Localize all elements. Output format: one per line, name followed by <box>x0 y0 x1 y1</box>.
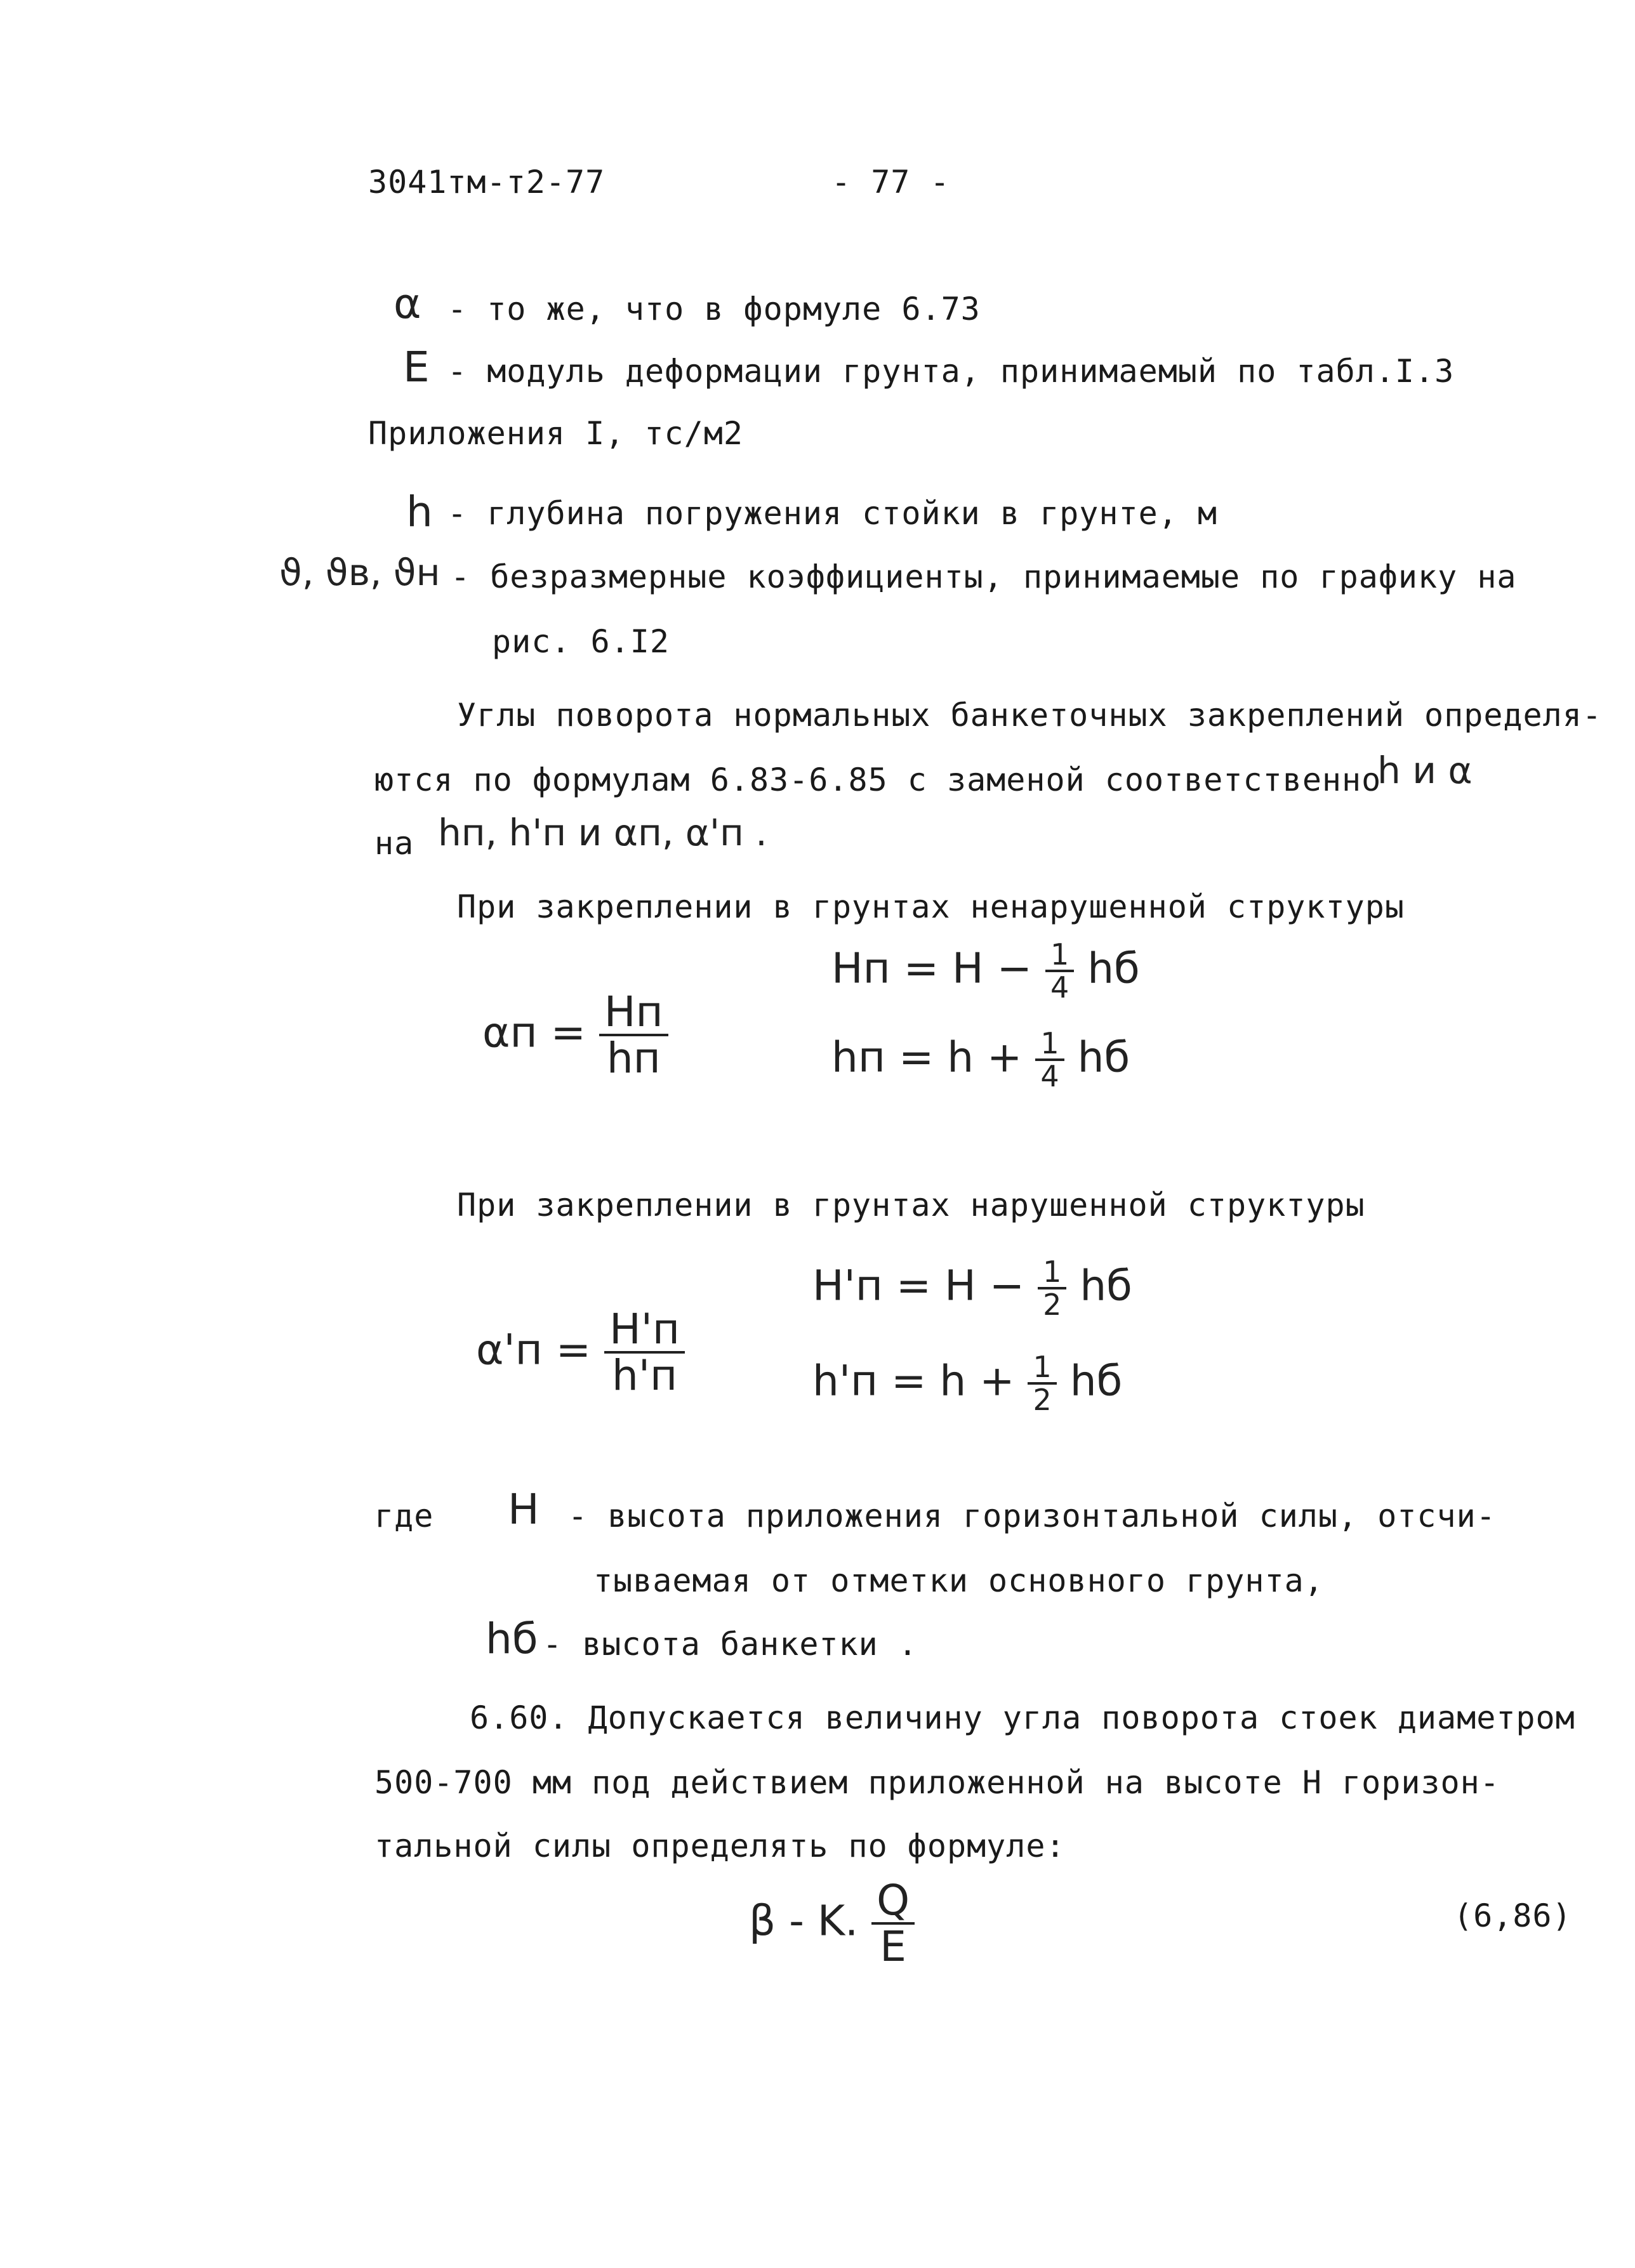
para2-line1: 6.60. Допускается величину угла поворота стоек диаметром <box>470 1699 1575 1736</box>
where-H-symbol: H <box>508 1485 539 1534</box>
formula-num: Q <box>871 1878 915 1925</box>
case2-title: При закреплении в грунтах нарушенной структуры <box>457 1187 1365 1223</box>
formula-number: (6,86) <box>1453 1897 1572 1934</box>
case1-h-den: 4 <box>1040 1059 1059 1094</box>
para1-line3-prefix: на <box>374 825 414 862</box>
case2-alpha-num: H'п <box>604 1307 685 1354</box>
def-symbol-theta: ϑ, ϑв, ϑн <box>279 551 440 594</box>
case1-alpha-den: hп <box>606 1034 661 1083</box>
case2-h-fraction <box>1028 1352 1056 1416</box>
page-number: - 77 - <box>831 164 950 201</box>
case2-H-den: 2 <box>1043 1288 1062 1322</box>
where-hb-text: - высота банкетки . <box>543 1626 918 1663</box>
case2-alpha-equation <box>476 1305 685 1401</box>
case2-alpha-lhs: α'п = <box>476 1325 592 1375</box>
def-text-alpha: - то же, что в формуле 6.73 <box>447 291 981 327</box>
doc-code: 3041тм-т2-77 <box>368 164 606 201</box>
case1-alpha-num: Hп <box>599 990 668 1036</box>
case2-H-equation <box>812 1256 1132 1321</box>
case2-H-tail: hб <box>1080 1261 1132 1310</box>
case1-h-tail: hб <box>1077 1032 1130 1082</box>
case2-alpha-den: h'п <box>611 1351 678 1401</box>
para1-line1: Углы поворота нормальных банкеточных закреплений определя- <box>457 697 1602 734</box>
case2-h-num: 1 <box>1028 1352 1056 1385</box>
case1-alpha-fraction <box>599 987 668 1083</box>
case1-H-lhs: Hп = H − <box>831 944 1032 993</box>
def-text-figure: рис. 6.I2 <box>492 623 670 660</box>
where-H-line2: тываемая от отметки основного грунта, <box>593 1562 1324 1599</box>
para2-line2: 500-700 мм под действием приложенной на высоте H горизон- <box>374 1764 1500 1801</box>
def-text-theta: - безразмерные коэффициенты, принимаемые по графику на <box>451 558 1517 595</box>
case2-H-num: 1 <box>1038 1256 1066 1289</box>
para1-line2-vars: h и α <box>1377 749 1473 792</box>
def-text-appendix: Приложения I, тс/м2 <box>368 415 743 452</box>
case1-alpha-equation <box>482 987 668 1083</box>
para2-line3: тальной силы определять по формуле: <box>374 1828 1066 1864</box>
formula-lhs: β - K. <box>749 1896 859 1946</box>
case1-title: При закреплении в грунтах ненарушенной структуры <box>457 888 1405 925</box>
formula-6-86 <box>749 1876 915 1972</box>
def-symbol-e: E <box>403 343 430 392</box>
case1-H-equation <box>831 939 1140 1003</box>
case1-h-fraction <box>1035 1028 1064 1092</box>
def-symbol-alpha: α <box>394 279 421 328</box>
formula-den: E <box>880 1922 906 1972</box>
def-text-h: - глубина погружения стойки в грунте, м <box>447 495 1217 532</box>
where-H-line1: - высота приложения горизонтальной силы, отсчи- <box>568 1498 1496 1534</box>
def-symbol-h: h <box>406 487 433 536</box>
case1-H-num: 1 <box>1045 939 1074 972</box>
formula-fraction <box>871 1876 915 1972</box>
case1-H-fraction <box>1045 939 1074 1003</box>
case1-h-equation <box>831 1028 1130 1092</box>
case2-H-lhs: H'п = H − <box>812 1261 1025 1310</box>
where-label: где <box>374 1498 434 1534</box>
case2-H-fraction <box>1038 1256 1066 1321</box>
case1-h-num: 1 <box>1035 1028 1064 1061</box>
where-hb-symbol: hб <box>486 1614 538 1663</box>
def-text-e: - модуль деформации грунта, принимаемый по табл.I.3 <box>447 353 1455 390</box>
para1-line3-vars: hп, h'п и αп, α'п . <box>438 811 767 854</box>
para1-line2: ются по формулам 6.83-6.85 с заменой соответственно <box>374 761 1382 798</box>
case2-h-equation <box>812 1352 1122 1416</box>
case2-h-tail: hб <box>1069 1356 1123 1406</box>
case2-h-den: 2 <box>1033 1383 1052 1418</box>
case2-h-lhs: h'п = h + <box>812 1356 1015 1406</box>
case1-alpha-lhs: αп = <box>482 1008 586 1057</box>
case1-H-tail: hб <box>1087 944 1140 993</box>
case1-H-den: 4 <box>1050 970 1069 1005</box>
case1-h-lhs: hп = h + <box>831 1032 1023 1082</box>
case2-alpha-fraction <box>604 1305 685 1401</box>
